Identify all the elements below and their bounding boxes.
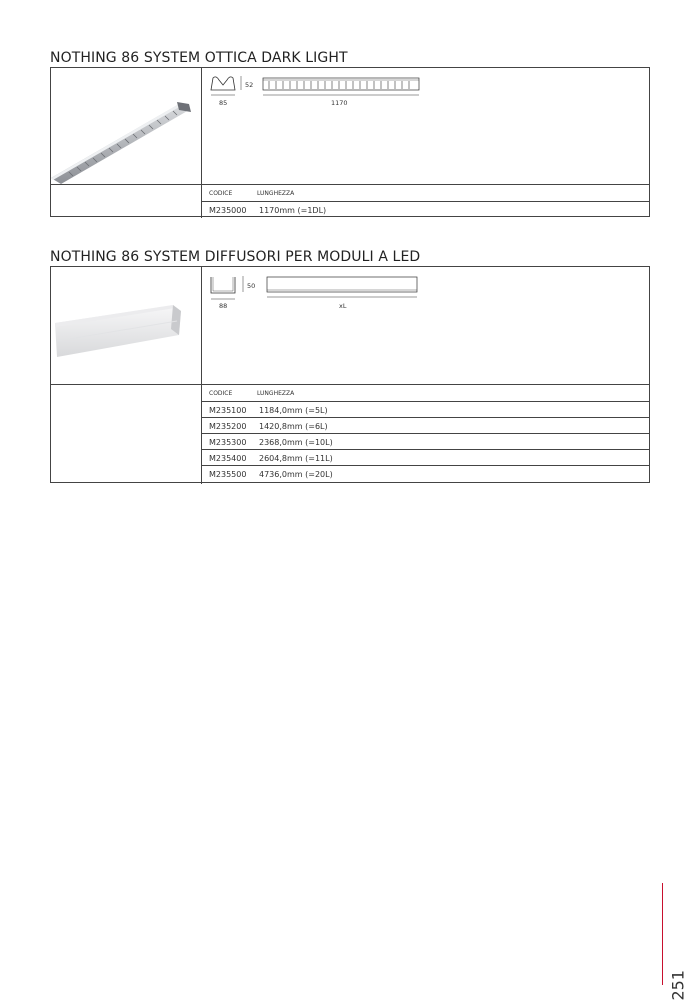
row-code: M235000 — [209, 206, 247, 215]
row-code: M235100 — [209, 406, 247, 415]
product-photo-ottica — [51, 68, 202, 184]
product-photo-diffusori — [51, 267, 202, 384]
row-code: M235400 — [209, 454, 247, 463]
header-length: LUNGHEZZA — [257, 390, 295, 397]
row-length: 2604,8mm (=11L) — [259, 454, 333, 463]
product-table-ottica — [50, 67, 650, 217]
empty-cell — [51, 384, 202, 484]
header-code: CODICE — [209, 390, 233, 397]
dim-length: 1170 — [331, 99, 348, 107]
page-accent-line — [662, 883, 663, 985]
row-code: M235500 — [209, 470, 247, 479]
row-code: M235300 — [209, 438, 247, 447]
row-length: 4736,0mm (=20L) — [259, 470, 333, 479]
table-row — [201, 417, 649, 434]
louvre-luminaire-image — [51, 68, 201, 184]
empty-cell — [51, 184, 202, 218]
row-length: 2368,0mm (=10L) — [259, 438, 333, 447]
profile-drawing — [201, 267, 650, 327]
technical-drawing-diffusori — [201, 267, 649, 384]
dim-width: 85 — [219, 99, 228, 107]
dim-height: 50 — [247, 282, 256, 290]
row-length: 1184,0mm (=5L) — [259, 406, 328, 415]
table-row — [201, 401, 649, 418]
header-code: CODICE — [209, 190, 233, 197]
profile-drawing — [201, 68, 650, 128]
dim-width: 88 — [219, 302, 228, 310]
dim-length: xL — [339, 302, 347, 310]
table-header — [201, 384, 649, 402]
row-length: 1420,8mm (=6L) — [259, 422, 328, 431]
section-title-diffusori: NOTHING 86 SYSTEM DIFFUSORI PER MODULI A LED — [50, 249, 421, 265]
technical-drawing-ottica — [201, 68, 649, 184]
row-length: 1170mm (=1DL) — [259, 206, 327, 215]
header-length: LUNGHEZZA — [257, 190, 295, 197]
dim-height: 52 — [245, 81, 254, 89]
page-number: 251 — [669, 970, 688, 1001]
table-row — [201, 201, 649, 218]
table-row — [201, 465, 649, 482]
table-header — [201, 184, 649, 202]
table-row — [201, 449, 649, 466]
product-table-diffusori — [50, 266, 650, 483]
section-title-ottica: NOTHING 86 SYSTEM OTTICA DARK LIGHT — [50, 50, 348, 66]
row-code: M235200 — [209, 422, 247, 431]
diffuser-image — [51, 267, 201, 384]
table-row — [201, 433, 649, 450]
